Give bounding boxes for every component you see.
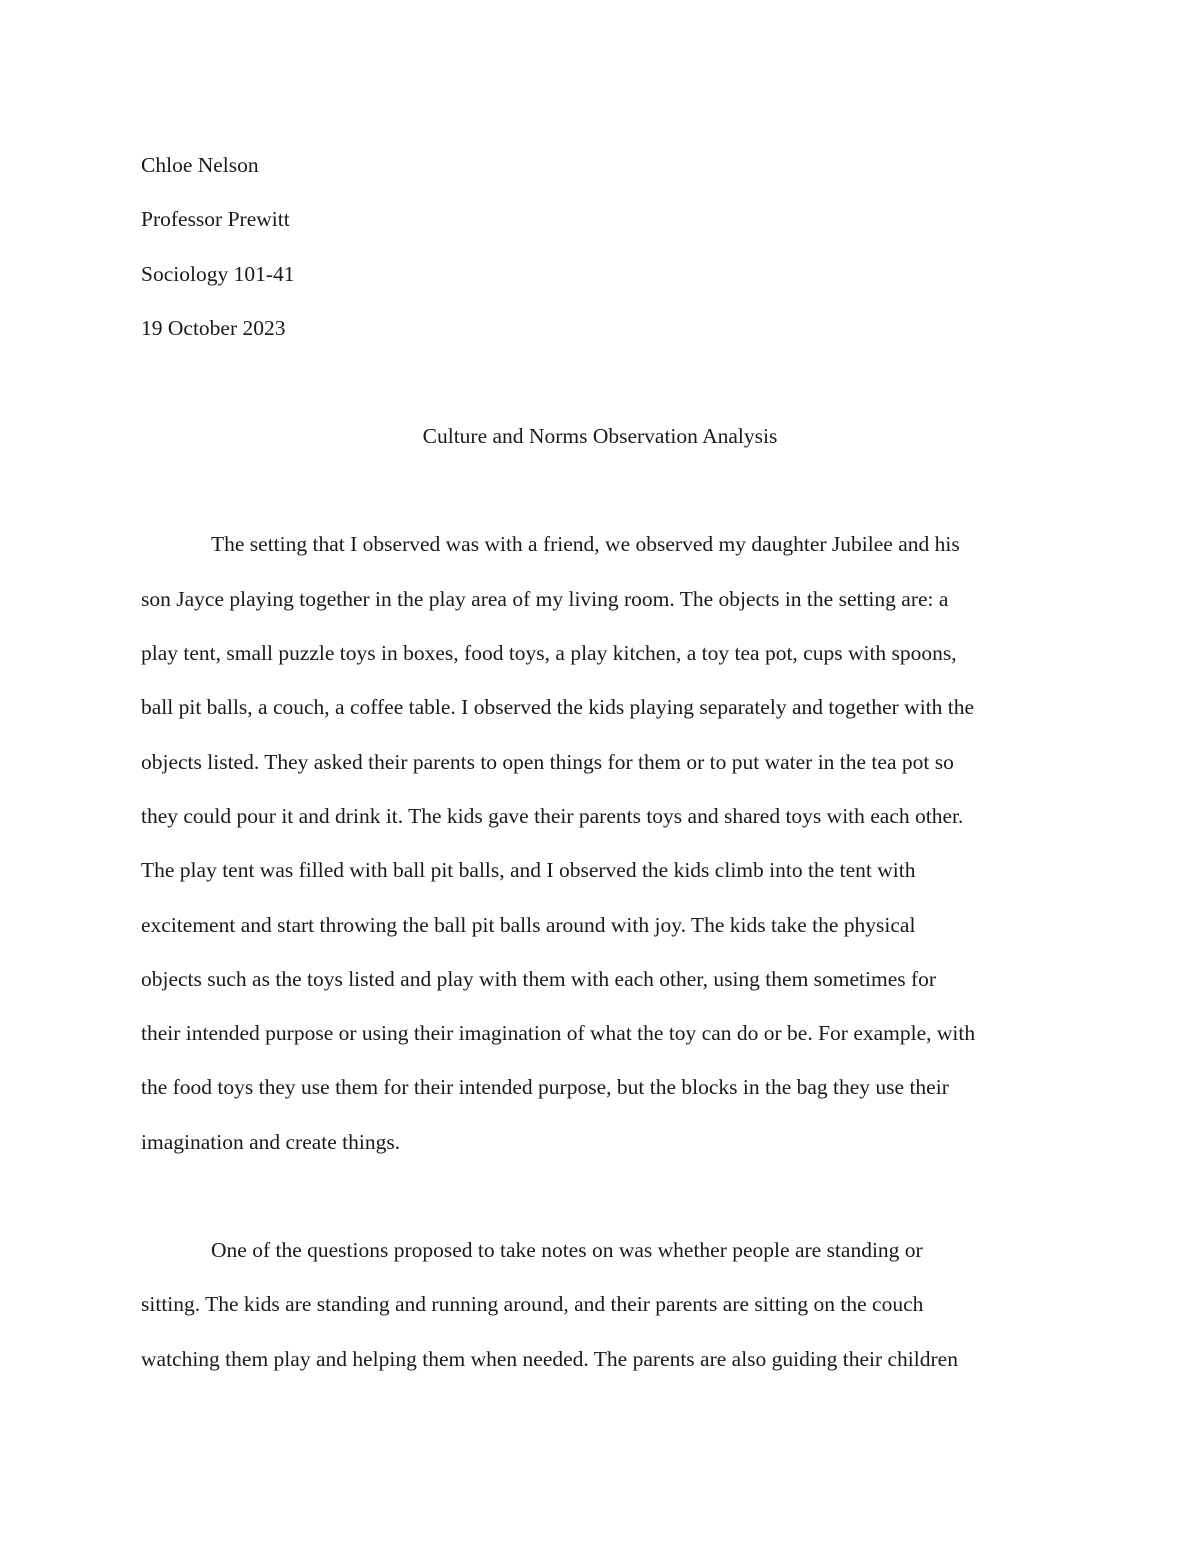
paragraph-line: objects listed. They asked their parents to open things for them or to put water in the tea pot so xyxy=(141,749,954,774)
document-title: Culture and Norms Observation Analysis xyxy=(422,424,778,449)
paragraph-line: sitting. The kids are standing and running around, and their parents are sitting on the couch xyxy=(141,1292,924,1317)
paragraph-line: ball pit balls, a couch, a coffee table. I observed the kids playing separately and together with the xyxy=(141,695,975,720)
paragraph-line: excitement and start throwing the ball pit balls around with joy. The kids take the physical xyxy=(141,912,916,937)
paragraph-line: son Jayce playing together in the play area of my living room. The objects in the setting are: a xyxy=(141,586,949,611)
paragraph-line: the food toys they use them for their intended purpose, but the blocks in the bag they use their xyxy=(141,1075,949,1100)
document-date: 19 October 2023 xyxy=(141,315,286,340)
paragraph-line: their intended purpose or using their imagination of what the toy can do or be. For example, with xyxy=(141,1021,976,1046)
paragraph-line: The setting that I observed was with a friend, we observed my daughter Jubilee and his xyxy=(211,532,960,557)
paragraph-line: watching them play and helping them when needed. The parents are also guiding their children xyxy=(141,1346,958,1371)
paragraph-line: objects such as the toys listed and play with them with each other, using them sometimes for xyxy=(141,966,937,991)
paragraph-line: they could pour it and drink it. The kids gave their parents toys and shared toys with each other. xyxy=(141,803,964,828)
paragraph-1 xyxy=(141,517,1059,1169)
paragraph-line: play tent, small puzzle toys in boxes, food toys, a play kitchen, a toy tea pot, cups with spoons, xyxy=(141,641,957,666)
paragraph-2 xyxy=(141,1223,1059,1386)
course-name: Sociology 101-41 xyxy=(141,261,295,286)
paragraph-line: One of the questions proposed to take notes on was whether people are standing or xyxy=(211,1238,923,1263)
paragraph-line: The play tent was filled with ball pit balls, and I observed the kids climb into the tent with xyxy=(141,858,916,883)
paragraph-line: imagination and create things. xyxy=(141,1129,401,1154)
author-name: Chloe Nelson xyxy=(141,153,259,177)
professor-name: Professor Prewitt xyxy=(141,207,290,232)
document-content xyxy=(141,138,1059,1386)
